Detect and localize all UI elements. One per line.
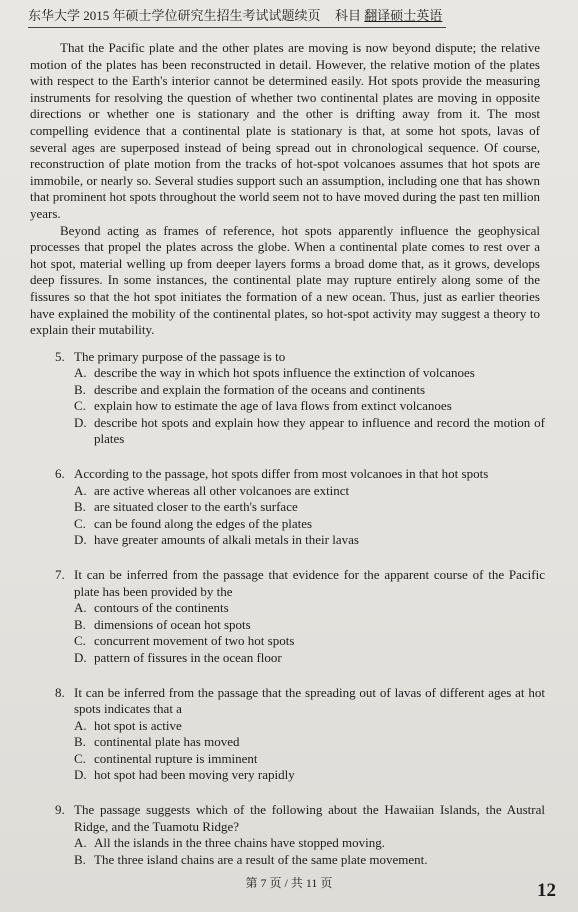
option-letter: A. bbox=[74, 835, 87, 851]
option-letter: C. bbox=[74, 633, 86, 649]
answer-option bbox=[74, 483, 545, 499]
option-letter: A. bbox=[74, 600, 87, 616]
option-letter: A. bbox=[74, 717, 87, 733]
question-9 bbox=[55, 802, 545, 868]
option-text: dimensions of ocean hot spots bbox=[94, 616, 251, 632]
option-text: are active whereas all other volcanoes are extinct bbox=[94, 482, 350, 498]
question-list bbox=[55, 349, 545, 887]
option-text: describe and explain the formation of the oceans and continents bbox=[94, 381, 426, 397]
option-text: have greater amounts of alkali metals in their lavas bbox=[94, 532, 359, 548]
passage-paragraph: That the Pacific plate and the other plates are moving is now beyond dispute; the relative motion of the plates has been reconstructed in detail. However, the relative motion of the plates with respect to the Earth's interior cannot be determined easily. Hot spots provide the measuring instruments for resolving the question of whether two continental plates are moving in opposite directions or whether one is stationary and the other is drifting away from it. The most compelling evidence that a continental plate is stationary is that, at some hot spots, lavas of several ages are superposed instead of being spread out in chronological sequence. Of course, reconstruction of plate motion from the tracks of hot-spot volcanoes assumes that hot spots are immobile, or nearly so. Several studies support such an assumption, including one that has shown that prominent hot spots throughout the world seem not to have moved during the past ten million years. bbox=[30, 40, 540, 221]
option-text: The three island chains are a result of the same plate movement. bbox=[94, 851, 428, 867]
handwritten-page-number: 12 bbox=[537, 880, 556, 901]
question-number: 7. bbox=[55, 567, 65, 583]
question-stem: It can be inferred from the passage that evidence for the apparent course of the Pacific plate has been provided by the bbox=[74, 567, 545, 599]
question-6 bbox=[55, 466, 545, 548]
answer-option bbox=[74, 365, 545, 381]
question-stem: The passage suggests which of the following about the Hawaiian Islands, the Austral Ridge, and the Tuamotu Ridge? bbox=[74, 802, 545, 834]
question-number: 8. bbox=[55, 684, 65, 700]
page-header bbox=[28, 8, 548, 24]
answer-option bbox=[74, 617, 545, 633]
option-text: describe hot spots and explain how they appear to influence and record the motion of plates bbox=[94, 414, 545, 447]
passage-paragraph: Beyond acting as frames of reference, hot spots apparently influence the geophysical processes that propel the plates across the globe. When a continental plate comes to rest over a hot spot, material welling up from deeper layers forms a broad dome that, as it grows, develops deep fissures. In some instances, the continental plate may rupture entirely along some of the fissures so that the hot spot initiates the formation of a new ocean. Thus, just as earlier theories have explained the mobility of the continental plates, so hot-spot activity may suggest a theory to explain their mutability. bbox=[30, 222, 540, 338]
option-text: All the islands in the three chains have stopped moving. bbox=[94, 835, 385, 851]
option-letter: D. bbox=[74, 766, 87, 782]
header-rule bbox=[28, 27, 446, 28]
answer-option bbox=[74, 532, 545, 548]
option-text: continental plate has moved bbox=[94, 734, 240, 750]
answer-option bbox=[74, 382, 545, 398]
option-text: can be found along the edges of the plates bbox=[94, 515, 313, 531]
answer-option bbox=[74, 398, 545, 414]
answer-option bbox=[74, 767, 545, 783]
option-letter: C. bbox=[74, 750, 86, 766]
option-text: explain how to estimate the age of lava flows from extinct volcanoes bbox=[94, 398, 452, 414]
answer-option bbox=[74, 499, 545, 515]
reading-passage bbox=[30, 40, 540, 339]
subject-label: 科目 bbox=[335, 8, 362, 23]
question-stem: It can be inferred from the passage that the spreading out of lavas of different ages at hot spots indicates that a bbox=[74, 684, 545, 717]
option-letter: B. bbox=[74, 499, 86, 515]
question-stem: The primary purpose of the passage is to bbox=[74, 349, 286, 364]
answer-option bbox=[74, 415, 545, 448]
option-letter: B. bbox=[74, 851, 86, 867]
answer-option bbox=[74, 633, 545, 649]
option-letter: A. bbox=[74, 365, 87, 381]
answer-option bbox=[74, 516, 545, 532]
option-text: hot spot had been moving very rapidly bbox=[94, 766, 295, 782]
option-text: hot spot is active bbox=[94, 717, 182, 733]
option-letter: D. bbox=[74, 649, 87, 665]
question-stem: According to the passage, hot spots differ from most volcanoes in that hot spots bbox=[74, 466, 489, 482]
option-letter: C. bbox=[74, 398, 86, 414]
option-text: describe the way in which hot spots influence the extinction of volcanoes bbox=[94, 365, 475, 381]
question-number: 9. bbox=[55, 802, 65, 818]
option-text: continental rupture is imminent bbox=[94, 750, 258, 766]
option-text: concurrent movement of two hot spots bbox=[94, 633, 295, 649]
option-letter: C. bbox=[74, 515, 86, 531]
subject-value: 翻译硕士英语 bbox=[364, 8, 443, 23]
question-7 bbox=[55, 567, 545, 665]
page-footer: 第 7 页 / 共 11 页 bbox=[245, 876, 333, 890]
answer-option bbox=[74, 835, 545, 851]
answer-option bbox=[74, 650, 545, 666]
answer-option bbox=[74, 718, 545, 734]
question-8 bbox=[55, 685, 545, 783]
header-title: 东华大学 2015 年硕士学位研究生招生考试试题续页 bbox=[28, 8, 321, 23]
answer-option bbox=[74, 734, 545, 750]
option-text: are situated closer to the earth's surface bbox=[94, 499, 298, 515]
answer-option bbox=[74, 852, 545, 868]
question-5 bbox=[55, 349, 545, 447]
question-number: 6. bbox=[55, 466, 65, 482]
answer-option bbox=[74, 600, 545, 616]
answer-option bbox=[74, 751, 545, 767]
option-text: pattern of fissures in the ocean floor bbox=[94, 649, 282, 665]
option-letter: B. bbox=[74, 734, 86, 750]
option-text: contours of the continents bbox=[94, 600, 229, 616]
option-letter: B. bbox=[74, 381, 86, 397]
option-letter: A. bbox=[74, 482, 87, 498]
option-letter: D. bbox=[74, 414, 87, 430]
option-letter: D. bbox=[74, 532, 87, 548]
option-letter: B. bbox=[74, 616, 86, 632]
question-number: 5. bbox=[55, 349, 65, 364]
